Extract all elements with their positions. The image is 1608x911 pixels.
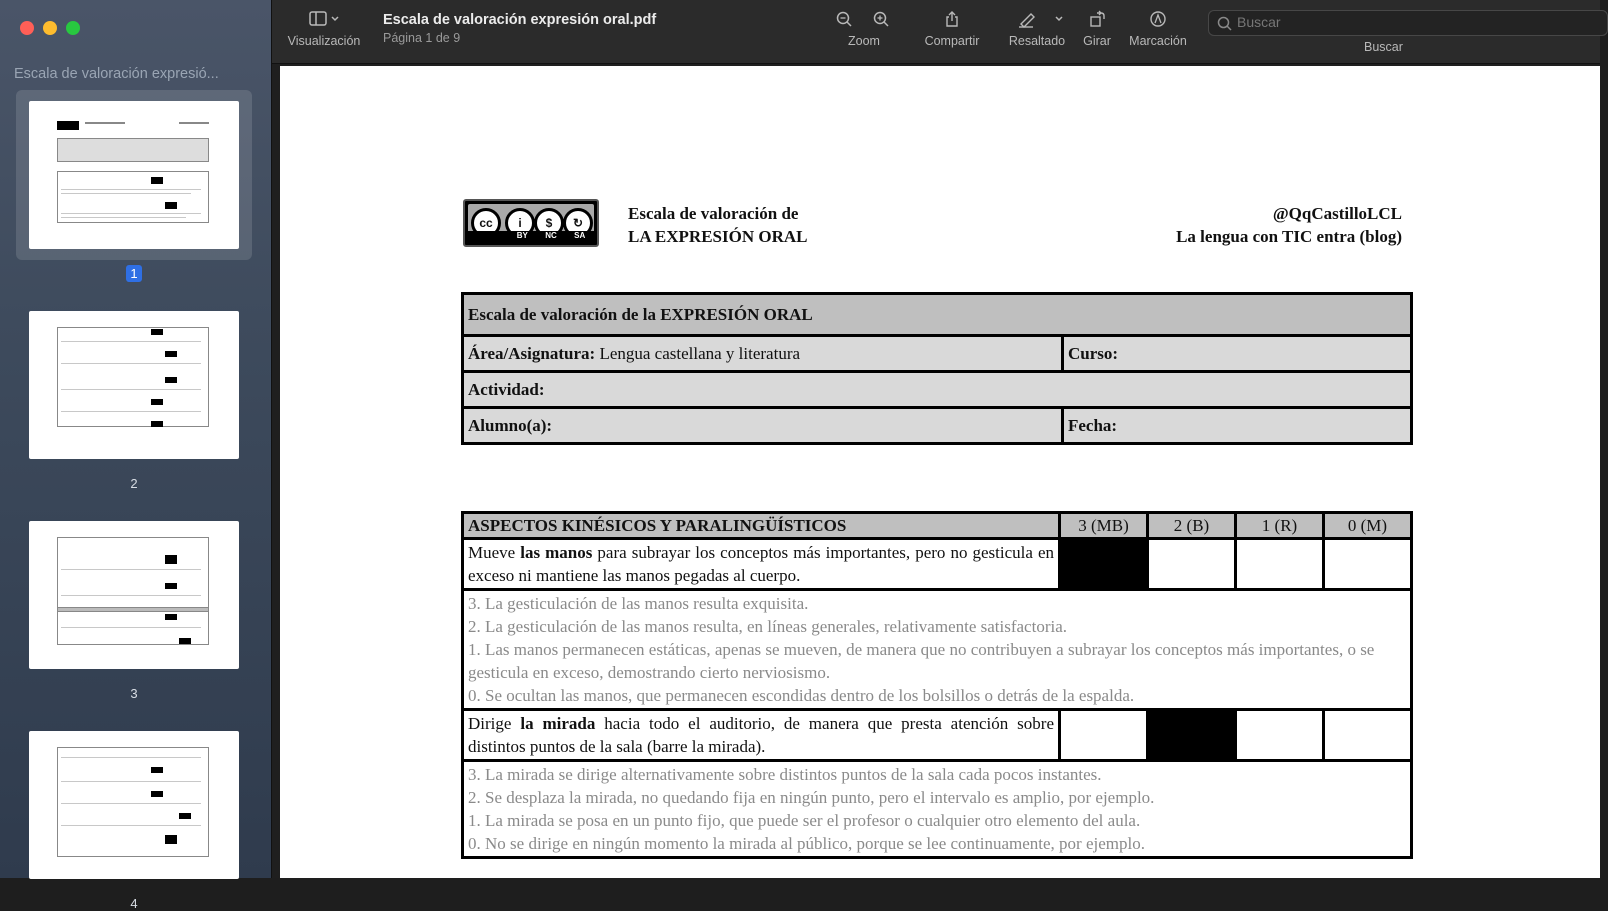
search-label: Buscar	[1364, 40, 1403, 54]
page-thumbnail-3[interactable]	[16, 510, 252, 701]
share-button[interactable]	[914, 10, 990, 48]
thumbnail-image	[29, 101, 239, 249]
cc-sa-icon: ↻	[563, 208, 593, 238]
page-thumbnail-2[interactable]	[16, 300, 252, 491]
view-button[interactable]	[284, 10, 364, 48]
header-title: Escala de valoración de LA EXPRESIÓN ORAL	[628, 204, 808, 246]
score-cell-selected[interactable]	[1148, 710, 1236, 761]
sidebar-document-title: Escala de valoración expresió...	[14, 66, 219, 82]
search-icon	[1217, 16, 1233, 32]
rotate-icon	[1088, 10, 1106, 28]
highlighter-icon	[1007, 10, 1067, 28]
cc-nc-icon: $	[534, 208, 564, 238]
view-label: Visualización	[287, 34, 361, 48]
header-author: @QqCastilloLCL La lengua con TIC entra (blog)	[1176, 204, 1402, 246]
criterion-gaze: Dirige la mirada hacia todo el auditorio, de manera que presta atención sobre distintos puntos de la sala (barre la mirada).	[463, 710, 1060, 761]
rotate-button[interactable]	[1076, 10, 1118, 48]
share-label: Compartir	[924, 34, 980, 48]
fecha-field: Fecha:	[1063, 408, 1412, 444]
zoom-control	[820, 10, 908, 48]
page-number-label: 4	[130, 896, 138, 911]
page-number-label: 2	[130, 476, 138, 491]
thumbnail-image	[29, 521, 239, 669]
score-cell[interactable]	[1324, 539, 1412, 590]
alumno-field: Alumno(a):	[463, 408, 1063, 444]
zoom-window-button[interactable]	[66, 21, 80, 35]
level-descriptors: 3. La mirada se dirige alternativamente sobre distintos puntos de la sala cada pocos instantes. 2. Se desplaza la mirada, no quedando fija en ningún punto, pero el intervalo es amplio, por ejemplo. 1. La mirada se posa en un punto fijo, que puede ser el profesor o cualquier otro elemento del aula. 0. No se dirige en ningún momento la mirada al público, porque se lee continuamente, por ejemplo.	[463, 761, 1412, 858]
window-controls	[20, 21, 80, 35]
score-cell[interactable]	[1324, 710, 1412, 761]
section-header: ASPECTOS KINÉSICOS Y PARALINGÜÍSTICOS	[463, 513, 1060, 539]
close-window-button[interactable]	[20, 21, 34, 35]
document-viewport[interactable]	[272, 64, 1600, 878]
score-cell-selected[interactable]	[1060, 539, 1148, 590]
page-number-label: 3	[130, 686, 138, 701]
thumbnail-image	[29, 311, 239, 459]
criterion-hands: Mueve las manos para subrayar los conceptos más importantes, pero no gesticula en exceso ni mantiene las manos pegadas al cuerpo.	[463, 539, 1060, 590]
minimize-window-button[interactable]	[43, 21, 57, 35]
share-icon	[943, 10, 961, 28]
rotate-label: Girar	[1083, 34, 1111, 48]
score-cell[interactable]	[1148, 539, 1236, 590]
sidebar-toggle-icon	[307, 10, 341, 28]
column-header: 1 (R)	[1236, 513, 1324, 539]
assessment-table	[461, 511, 1413, 859]
search-field[interactable]	[1208, 10, 1608, 36]
markup-label: Marcación	[1129, 34, 1187, 48]
page-indicator: Página 1 de 9	[383, 31, 461, 45]
column-header: 0 (M)	[1324, 513, 1412, 539]
area-field: Área/Asignatura: Lengua castellana y literatura	[463, 336, 1063, 372]
zoom-icons	[829, 10, 899, 28]
zoom-in-icon[interactable]	[875, 13, 889, 27]
column-header: 3 (MB)	[1060, 513, 1148, 539]
page-thumbnail-4[interactable]	[16, 720, 252, 911]
form-title: Escala de valoración de la EXPRESIÓN ORAL	[463, 294, 1412, 336]
highlight-label: Resaltado	[1008, 34, 1066, 48]
zoom-label: Zoom	[848, 34, 880, 48]
cc-icon: cc	[471, 208, 501, 238]
actividad-field: Actividad:	[463, 372, 1412, 408]
page-thumbnail-1[interactable]	[16, 90, 252, 281]
zoom-out-icon[interactable]	[838, 13, 852, 27]
score-cell[interactable]	[1060, 710, 1148, 761]
page-number-badge: 1	[126, 265, 141, 282]
markup-button[interactable]	[1124, 10, 1192, 48]
pdf-page	[280, 66, 1600, 878]
score-cell[interactable]	[1236, 539, 1324, 590]
document-title: Escala de valoración expresión oral.pdf	[383, 12, 657, 28]
search-input[interactable]	[1237, 14, 1597, 30]
score-cell[interactable]	[1236, 710, 1324, 761]
creative-commons-logo: cc i $ ↻ BY NC SA	[463, 199, 599, 247]
sidebar	[0, 0, 272, 911]
curso-field: Curso:	[1063, 336, 1412, 372]
highlight-button[interactable]	[1000, 10, 1074, 48]
student-info-table	[461, 292, 1413, 445]
markup-icon	[1149, 10, 1167, 28]
column-header: 2 (B)	[1148, 513, 1236, 539]
level-descriptors: 3. La gesticulación de las manos resulta exquisita. 2. La gesticulación de las manos resulta, en líneas generales, relativamente satisfactoria. 1. Las manos permanecen estáticas, apenas se mueven, de manera que no contribuyen a subrayar los conceptos más importantes, o se gesticula en exceso, demostrando cierto nerviosismo. 0. Se ocultan las manos, que permanecen escondidas dentro de los bolsillos o detrás de la espalda.	[463, 590, 1412, 710]
thumbnail-image	[29, 731, 239, 879]
toolbar	[272, 0, 1600, 64]
cc-by-icon: i	[505, 208, 535, 238]
